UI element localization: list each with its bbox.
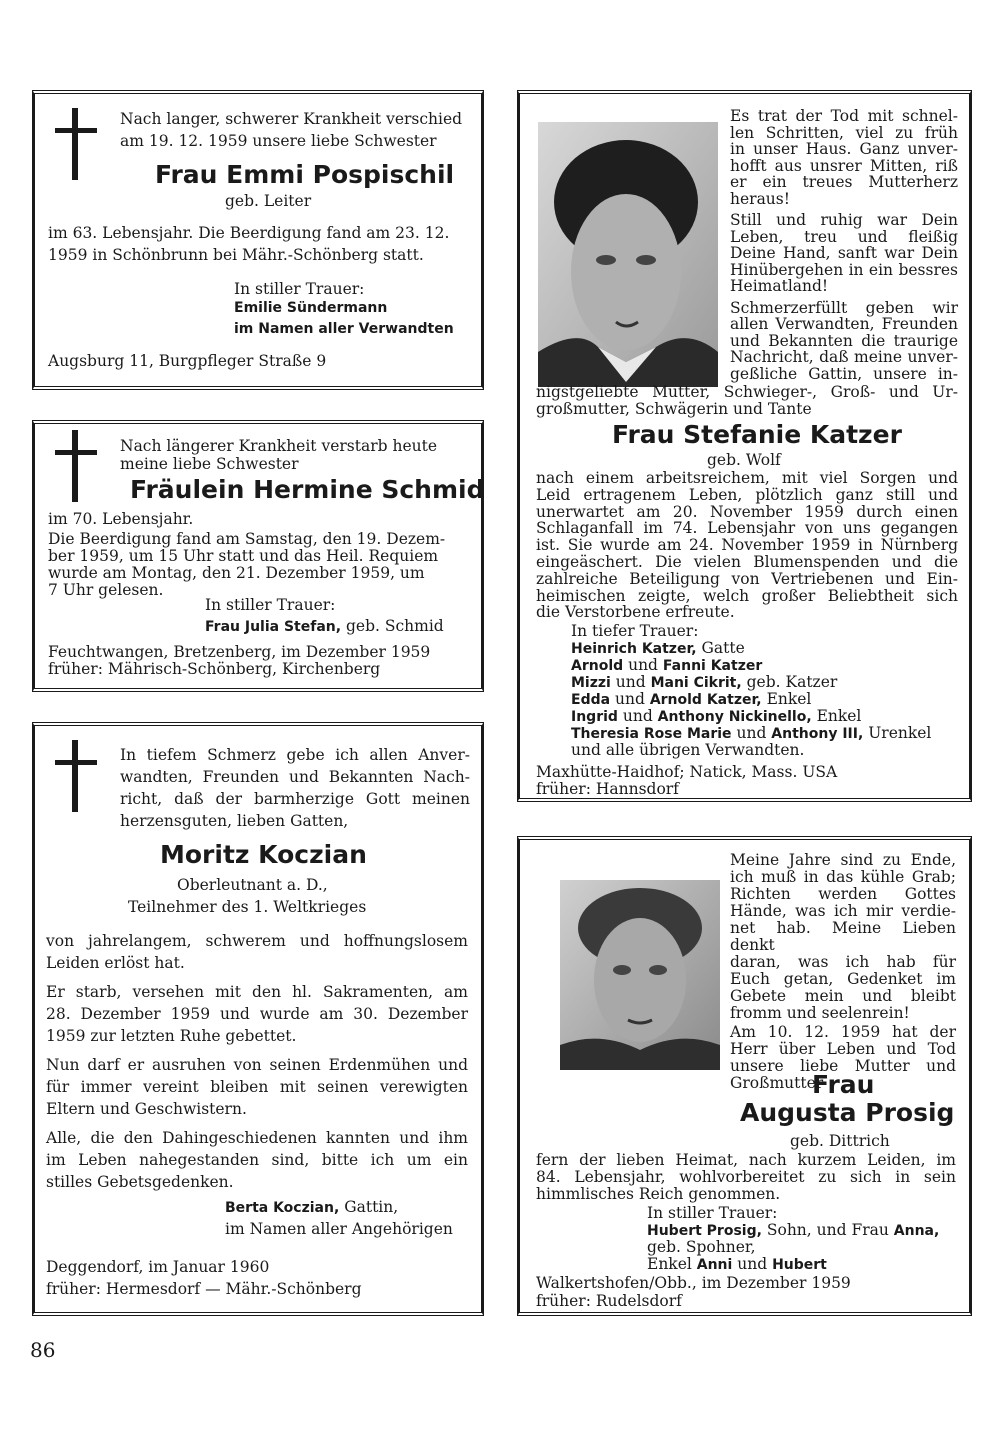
text-line: Schlaganfall im 74. Lebensjahr von uns gegangen: [536, 519, 958, 538]
poem-line: fromm und seelenrein!: [730, 1004, 910, 1022]
signature-name: Fanni Katzer: [662, 658, 763, 674]
poem-line: geßliche Gattin, unsere in-: [730, 364, 958, 383]
mourning-label: In stiller Trauer:: [234, 280, 365, 298]
text-line: stilles Gebetsgedenken.: [46, 1173, 234, 1191]
text-line: Leid ertragenem Leben, plötzlich ganz still und: [536, 485, 958, 504]
signature-rest: Gatte: [696, 639, 745, 657]
poem-line: Nachricht, daß meine unver-: [730, 348, 958, 366]
poem-line: Großmutter: [730, 1074, 824, 1092]
text-line: richt, daß der barmherzige Gott meinen: [120, 790, 470, 808]
text-line: 1959 zur letzten Ruhe gebettet.: [46, 1027, 297, 1045]
text-line: im Leben nahegestanden sind, bitte ich um ein: [46, 1151, 468, 1169]
signature-name: Arnold: [571, 658, 624, 674]
text-block: [46, 930, 468, 1193]
place-line: Augsburg 11, Burgpfleger Straße 9: [48, 352, 327, 370]
poem-line: daran, was ich hab für: [730, 953, 956, 971]
poem-line: Deine Hand, sanft war Dein: [730, 244, 958, 262]
text-line: großmutter, Schwägerin und Tante: [536, 399, 812, 418]
text-line: nigstgeliebte Mutter, Schwieger-, Groß- und Ur-: [536, 383, 958, 401]
signature-rest: Enkel: [647, 1255, 697, 1273]
signature-rest: Sohn, und Frau: [761, 1221, 894, 1239]
poem-line: Herr über Leben und Tod: [730, 1040, 956, 1058]
poem-line: Leben, treu und fleißig: [730, 227, 958, 246]
rank: Oberleutnant a. D.,: [177, 876, 328, 894]
poem: [730, 852, 956, 1092]
poem-line: Richten werden Gottes: [730, 885, 956, 903]
signature-name: Berta Koczian,: [225, 1200, 340, 1216]
place-line: Maxhütte-Haidhof; Natick, Mass. USA: [536, 763, 838, 781]
poem-line: ich muß in das kühle Grab;: [730, 868, 956, 886]
text-line: heimischen zeigte, welch großer Beliebtheit sich: [536, 586, 958, 605]
poem-line: len Schritten, viel zu früh: [730, 123, 958, 142]
poem-line: allen Verwandten, Freunden: [730, 315, 958, 333]
signature-name: Ingrid: [571, 709, 618, 725]
text-line: Nach längerer Krankheit verstarb heute: [120, 437, 438, 455]
signature-name: Anthony Nickinello,: [657, 709, 812, 725]
poem-line: Schmerzerfüllt geben wir: [730, 298, 958, 317]
place-line: Walkertshofen/Obb., im Dezember 1959: [536, 1274, 851, 1292]
signature-rest: Enkel: [811, 707, 862, 725]
signature-rest: und: [610, 673, 651, 691]
poem-line: in unser Haus. Ganz unver-: [730, 140, 958, 158]
text-line: für immer vereint bleiben mit seinen verewigten: [46, 1078, 468, 1096]
poem-line: Es trat der Tod mit schnel-: [730, 107, 958, 125]
signature-name: Hubert: [772, 1257, 827, 1273]
text-block: [536, 384, 958, 417]
signature-rest: Enkel: [761, 690, 812, 708]
text-line: zahlreiche Beteiligung von Vertriebenen und Ein-: [536, 569, 958, 588]
maiden-name: geb. Leiter: [225, 192, 312, 210]
signature: im Namen aller Verwandten: [234, 321, 454, 337]
signature-rest: geb. Schmid: [341, 617, 444, 635]
signature-name: Frau Julia Stefan,: [205, 619, 342, 635]
deceased-name: Frau Stefanie Katzer: [612, 420, 902, 449]
signature: im Namen aller Angehörigen: [225, 1220, 453, 1238]
signature-rest: und: [610, 690, 650, 708]
signature-rest: und: [731, 724, 772, 742]
text-line: am 19. 12. 1959 unsere liebe Schwester: [120, 132, 437, 150]
poem-line: Still und ruhig war Dein: [730, 211, 958, 229]
signature-rest: und: [617, 707, 658, 725]
poem-line: Hinübergehen in ein bessres: [730, 260, 958, 279]
place-line: früher: Hannsdorf: [536, 780, 679, 798]
text-line: nach einem arbeitsreichem, mit viel Sorgen und: [536, 469, 958, 487]
text-line: Eltern und Geschwistern.: [46, 1100, 247, 1118]
veteran-note: Teilnehmer des 1. Weltkrieges: [128, 898, 367, 916]
portrait-photo: [538, 122, 718, 387]
signature-name: Mizzi: [571, 675, 611, 691]
text-line: meine liebe Schwester: [120, 455, 299, 473]
signature-rest: Gattin,: [339, 1198, 399, 1216]
poem-line: heraus!: [730, 189, 790, 208]
signature-name: Theresia Rose Marie: [571, 726, 732, 742]
mourning-label: In stiller Trauer:: [205, 596, 336, 614]
poem-line: Am 10. 12. 1959 hat der: [730, 1023, 956, 1041]
signature-name: Heinrich Katzer,: [571, 641, 697, 657]
signature-rest: und: [623, 656, 663, 674]
text-line: 28. Dezember 1959 und wurde am 30. Dezember: [46, 1005, 468, 1023]
signature-rest: geb. Katzer: [741, 673, 838, 691]
text-block: [120, 744, 470, 832]
signature-name: Anni: [696, 1257, 733, 1273]
poem-line: Gebete mein und bleibt: [730, 987, 956, 1005]
text-line: wandten, Freunden und Bekannten Nach-: [120, 768, 470, 786]
text-line: 84. Lebensjahr, wohlvorbereitet zu sich in sein: [536, 1168, 956, 1186]
place-line: Feuchtwangen, Bretzenberg, im Dezember 1959: [48, 643, 431, 661]
poem-line: er ein treues Mutterherz: [730, 173, 958, 191]
deceased-title: Frau: [812, 1070, 875, 1099]
maiden-name: geb. Wolf: [707, 451, 781, 469]
text-line: die Verstorbene erfreute.: [536, 603, 735, 622]
deceased-name: Fräulein Hermine Schmid: [130, 475, 485, 504]
text-block: [536, 1152, 956, 1203]
signature: [205, 617, 444, 636]
text-line: 7 Uhr gelesen.: [48, 581, 164, 599]
mourning-label: In tiefer Trauer:: [571, 622, 699, 640]
poem-line: Meine Jahre sind zu Ende,: [730, 851, 956, 869]
text-line: eingeäschert. Die vielen Blumenspenden und die: [536, 552, 958, 571]
text-line: Er starb, versehen mit den hl. Sakramenten, am: [46, 983, 468, 1001]
poem-line: Heimatland!: [730, 277, 829, 295]
signature-name: Anthony III,: [771, 726, 864, 742]
cross-icon: [55, 430, 97, 502]
text-line: Leiden erlöst hat.: [46, 954, 185, 972]
signature: [225, 1198, 398, 1217]
place-line: Deggendorf, im Januar 1960: [46, 1258, 270, 1276]
signature: Emilie Sündermann: [234, 300, 388, 316]
poem-line: Hände, was ich mir verdie-: [730, 902, 956, 920]
text-line: wurde am Montag, den 21. Dezember 1959, um: [48, 564, 425, 582]
signature-name: Anna,: [893, 1223, 940, 1239]
mourning-label: In stiller Trauer:: [647, 1204, 778, 1222]
signature-name: Arnold Katzer,: [649, 692, 762, 708]
text-line: von jahrelangem, schwerem und hoffnungslosem: [46, 932, 468, 950]
maiden-name: geb. Dittrich: [790, 1132, 890, 1150]
text-line: 1959 in Schönbrunn bei Mähr.-Schönberg statt.: [48, 246, 424, 264]
text-line: herzensguten, lieben Gatten,: [120, 812, 349, 830]
text-line: In tiefem Schmerz gebe ich allen Anver-: [120, 746, 470, 764]
page-number: 86: [30, 1338, 56, 1362]
poem-line: hofft aus unsrer Mitten, riß: [730, 156, 958, 175]
text-line: Alle, die den Dahingeschiedenen kannten und ihm: [46, 1129, 468, 1147]
text-line: Nach langer, schwerer Krankheit verschied: [120, 110, 463, 128]
text-line: im 63. Lebensjahr. Die Beerdigung fand am 23. 12.: [48, 224, 450, 242]
signature-rest: und: [732, 1255, 773, 1273]
place-line: früher: Mährisch-Schönberg, Kirchenberg: [48, 660, 381, 678]
signature: [647, 1255, 827, 1274]
deceased-name: Moritz Koczian: [160, 840, 367, 869]
signature-name: Mani Cikrit,: [650, 675, 742, 691]
poem: [730, 108, 958, 382]
signature-name: Edda: [571, 692, 611, 708]
text-line: unerwartet am 20. November 1959 durch einen: [536, 502, 958, 521]
signature-rest: Urenkel: [863, 724, 932, 742]
place-line: früher: Hermesdorf — Mähr.-Schönberg: [46, 1280, 362, 1298]
text-line: fern der lieben Heimat, nach kurzem Leiden, im: [536, 1151, 956, 1169]
text-line: himmlisches Reich genommen.: [536, 1185, 781, 1203]
deceased-name: Frau Emmi Pospischil: [155, 160, 455, 189]
cross-icon: [55, 740, 97, 812]
signature: und alle übrigen Verwandten.: [571, 741, 805, 759]
place-line: früher: Rudelsdorf: [536, 1292, 682, 1310]
portrait-photo: [560, 880, 720, 1070]
text-line: ist. Sie wurde am 24. November 1959 in Nürnberg: [536, 536, 958, 555]
signature: geb. Spohner,: [647, 1238, 756, 1256]
text-block: [536, 470, 958, 621]
poem-line: net hab. Meine Lieben denkt: [730, 919, 956, 954]
text-line: im 70. Lebensjahr.: [48, 510, 194, 528]
poem-line: und Bekannten die traurige: [730, 331, 958, 350]
poem-line: unsere liebe Mutter und: [730, 1057, 956, 1075]
cross-icon: [55, 108, 97, 180]
text-line: Nun darf er ausruhen von seinen Erdenmühen und: [46, 1056, 468, 1074]
poem-line: Euch getan, Gedenket im: [730, 970, 956, 988]
signature-name: Hubert Prosig,: [647, 1223, 762, 1239]
deceased-name: Augusta Prosig: [740, 1098, 955, 1127]
text-line: ber 1959, um 15 Uhr statt und das Heil. Requiem: [48, 547, 439, 565]
text-line: Die Beerdigung fand am Samstag, den 19. Dezem-: [48, 530, 446, 548]
